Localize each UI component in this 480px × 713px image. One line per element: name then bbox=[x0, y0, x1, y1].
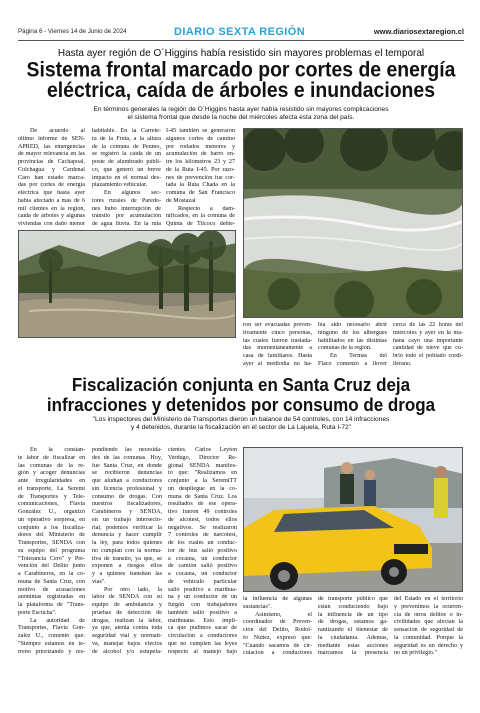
column-text-line: bía sido necesario abrir bbox=[318, 322, 387, 328]
column-text-line: tivo fueron 49 controles bbox=[168, 509, 237, 515]
column-text-line: sustancias". bbox=[243, 603, 272, 610]
column-text-line: na y un conductor de un bbox=[168, 594, 237, 601]
column-text-line: das momentáneamente a bbox=[243, 345, 312, 352]
column-text-line: ra de la Fruta, a la altura bbox=[92, 135, 161, 142]
column-text-line: tránsito por acumulación bbox=[92, 213, 161, 220]
column-text-line: la plataforma de "Trans- bbox=[18, 602, 85, 608]
column-text-line: mediante estas acciones bbox=[318, 642, 388, 649]
column-text-line: "Siempre estamos en te- bbox=[18, 640, 85, 647]
photo-roadside-inspection bbox=[243, 447, 463, 592]
page-header bbox=[18, 27, 464, 39]
column-text-line: Colchagua y Cardenal bbox=[18, 166, 85, 173]
column-text-line: la ciudadanía. Además, bbox=[318, 634, 388, 641]
article1-headline-line2: eléctrica, caída de árboles e inundaciones bbox=[47, 79, 435, 104]
article2-headline-line2: infracciones y detenidos por consumo de droga bbox=[46, 395, 436, 416]
column-text-line: ya que, atenta contra toda bbox=[92, 625, 162, 632]
article1-headline bbox=[18, 60, 464, 102]
column-text-line: de la comuna de Peumo, bbox=[92, 143, 161, 150]
column-text-line: de camión salió positivo bbox=[168, 563, 237, 570]
column-text-line: a cocaína, un conductor bbox=[168, 555, 237, 562]
column-text-line: Respecto a dam- bbox=[178, 205, 235, 212]
column-text-line: las comunas de la re- bbox=[18, 462, 85, 469]
column-text-line: cientes. Carlos Leyton bbox=[168, 447, 237, 453]
photo-flooded-road bbox=[18, 230, 236, 338]
column-text-line: se registró la caída de un bbox=[92, 151, 161, 158]
column-text-line: último informe de SEN- bbox=[18, 135, 85, 142]
column-text-line: denuncia y hacer cumplir bbox=[92, 532, 162, 539]
column-text-line: a cocaína, un conductor bbox=[168, 571, 237, 577]
column-text-line: su equipo del programa bbox=[18, 547, 85, 554]
column-text-line: nes hubo interrupción de bbox=[92, 205, 161, 212]
column-text-line: de transporte público que bbox=[318, 596, 388, 602]
column-text-line: des de las comunas. Hoy, bbox=[92, 454, 162, 461]
column-text-line: rial, podemos verificar la bbox=[92, 524, 162, 531]
column-text-line: Por otro lado, la bbox=[104, 586, 162, 593]
column-text-line: ninguno de los albergues bbox=[318, 329, 387, 336]
column-text-line: vención del Delito junto bbox=[18, 563, 85, 570]
column-text-line: tores rurales de Paredo- bbox=[92, 197, 161, 204]
column-text-line: de agua lluvia. En la ruta bbox=[92, 221, 161, 227]
column-text-line: Carabineros y SENDA, bbox=[92, 509, 162, 515]
column-text-line: caída de árboles y algunas bbox=[18, 213, 85, 220]
column-text-line: dores del Ministerio de bbox=[18, 532, 85, 539]
article2-headline bbox=[18, 375, 464, 415]
column-text-line: habitable. En la Carrete- bbox=[92, 128, 161, 134]
column-text-line: 7 controles de narcotest, bbox=[168, 532, 237, 539]
column-text-line: plazamiento vehicular. bbox=[92, 182, 148, 189]
column-text-line: sensación de seguridad de bbox=[394, 627, 463, 633]
column-text-line: En algunos sec- bbox=[104, 190, 161, 196]
column-text-line: salió positivo a marihua- bbox=[168, 586, 237, 593]
column-text-line: marihuana. Esto impli- bbox=[168, 617, 237, 624]
column-text-line: provincias de Cachapoal, bbox=[18, 159, 85, 165]
column-text-line: de vehículo particular bbox=[168, 578, 237, 585]
column-text-line: algunos cortes de camino bbox=[166, 135, 235, 142]
article1-deck-line2: el sistema frontal que desde la noche del miércoles afecta esta zona del país. bbox=[127, 114, 355, 122]
column-text-line: En Termas del bbox=[330, 353, 387, 359]
column-text-line: ante irregularidades en bbox=[18, 478, 85, 484]
column-text-line: González U., organizó bbox=[18, 509, 85, 515]
article2-column-4 bbox=[243, 596, 312, 658]
article1-column-3 bbox=[166, 128, 235, 229]
column-text-line: civilidades que afectan la bbox=[394, 619, 463, 626]
column-text-line: coordinador de Preven- bbox=[243, 619, 312, 626]
column-text-line: vías". bbox=[92, 578, 106, 585]
column-text-line: tó que: "Realizamos en bbox=[168, 470, 237, 477]
column-text-line: que aludían a conductores bbox=[92, 478, 162, 484]
photo-river-overflow-image bbox=[244, 129, 463, 318]
column-text-line: anónimas registradas en bbox=[18, 594, 85, 601]
column-text-line: muna de Santa Cruz, con bbox=[18, 578, 85, 585]
column-text-line: negativos. Se realizaron bbox=[168, 524, 237, 531]
column-text-line: no cumplan con la norma- bbox=[92, 547, 162, 554]
column-text-line: muna de Santa Cruz. Los bbox=[168, 493, 237, 500]
column-text-line: Transportes, SENDA con bbox=[18, 540, 85, 546]
column-text-line: drogas, realizan la labor, bbox=[92, 617, 162, 624]
column-text-line: te labor de fiscalizar en bbox=[18, 454, 85, 461]
column-text-line: y a quienes transitan las bbox=[92, 571, 162, 577]
column-text-line: habilitados en las distintas bbox=[318, 337, 387, 344]
article2-deck-line1: "Los inspectores del Ministerio de Transportes dieron un balance de 54 controles, con 14 infracciones bbox=[92, 416, 390, 423]
column-text-line: en un trabajo intersecto- bbox=[92, 516, 162, 523]
column-text-line: de alcohol y/o estupefa- bbox=[92, 648, 162, 655]
column-text-line: De acuerdo al bbox=[30, 128, 85, 134]
column-text-line: miércoles y ayer en la ma- bbox=[393, 329, 463, 336]
column-text-line: Quinta de Tilcoco debie- bbox=[166, 221, 235, 227]
column-text-line: comunas de la región. bbox=[318, 345, 372, 352]
column-text-line: están conduciendo bajo bbox=[318, 603, 388, 610]
column-text-line: "Cuando sacamos de cir- bbox=[243, 642, 312, 649]
column-text-line: co, que generó un breve bbox=[92, 166, 161, 173]
column-text-line: La autoridad de bbox=[30, 617, 85, 624]
column-text-line: acumulación de barro en- bbox=[166, 151, 235, 158]
article1-column-2 bbox=[92, 128, 161, 229]
column-text-line: brió todo el poblado cordi- bbox=[393, 353, 463, 359]
column-text-line: la comunidad. Porque la bbox=[394, 634, 463, 641]
column-text-line: culación a conductores bbox=[243, 650, 312, 657]
column-text-line: Asimismo, el bbox=[255, 611, 312, 618]
column-text-line: motivo de acusaciones bbox=[18, 586, 85, 593]
column-text-line: llerano. bbox=[393, 360, 412, 367]
article1-column-4 bbox=[243, 322, 312, 369]
column-text-line: tivamente cinco personas, bbox=[243, 329, 312, 336]
column-text-line: cia de otros delitos o in- bbox=[394, 611, 463, 618]
column-text-line: comunicaciones, Flavia bbox=[18, 501, 85, 508]
article2-deck-line2: y 4 detenidos, durante la fiscalización en el sector de La Lajuela, Ruta I-72" bbox=[130, 424, 352, 432]
column-text-line: marcamos la presencia bbox=[318, 650, 388, 657]
column-text-line: tre los kilómetros 23 y 27 bbox=[166, 159, 235, 165]
column-text-line: un despliegue en la co- bbox=[168, 485, 237, 492]
article2-headline-line1: Fiscalización conjunta en Santa Cruz deja bbox=[71, 374, 411, 395]
article1-kicker: Hasta ayer región de O´Higgins había resistido sin mayores problemas el temporal bbox=[57, 48, 425, 59]
column-text-line: se recibieron denuncias bbox=[92, 470, 162, 477]
article1-headline-line1: Sistema frontal marcado por cortes de energía bbox=[26, 58, 456, 83]
column-text-line: Flaco comenzó a llover bbox=[318, 360, 387, 367]
column-text-line: nuestros fiscalizadores, bbox=[92, 501, 162, 508]
column-text-line: de la Ruta I-45. Por razo- bbox=[166, 166, 235, 173]
column-text-line: que no cumplen las leyes bbox=[168, 640, 237, 647]
column-text-line: nes de prevención fue cor- bbox=[166, 174, 235, 181]
column-text-line: Verdugo, Director Re- bbox=[168, 454, 237, 461]
article2-column-2 bbox=[92, 447, 162, 656]
article2-column-5 bbox=[318, 596, 388, 658]
column-text-line: por rodados menores y bbox=[166, 143, 235, 150]
column-text-line: tiva de tránsito, ya que, se bbox=[92, 555, 162, 562]
article2-column-1 bbox=[18, 447, 85, 656]
column-text-line: poste de alumbrado públi- bbox=[92, 159, 161, 165]
column-text-line: viviendas con daño menor bbox=[18, 221, 85, 227]
column-text-line: ayer al mediodía no ha- bbox=[243, 360, 312, 367]
column-text-line: labor de SENDA con su bbox=[92, 594, 162, 601]
column-text-line: a Carabineros, en la co- bbox=[18, 571, 85, 577]
column-text-line: mil clientes en la región, bbox=[18, 205, 85, 212]
column-text-line: porte Escucha". bbox=[18, 609, 57, 616]
column-text-line: En la constan- bbox=[30, 447, 85, 453]
newspaper-brand: DIARIO SEXTA REGIÓN bbox=[174, 26, 306, 38]
column-text-line: y prevenimos la ocurren- bbox=[394, 603, 463, 610]
column-text-line: gional SENDA manifes- bbox=[168, 462, 237, 469]
column-text-line: tada la Ruta Chada en la bbox=[166, 182, 235, 189]
column-text-line: ñana cayó una importante bbox=[393, 337, 463, 344]
column-text-line: cantidad de nieve que cu- bbox=[393, 345, 463, 352]
column-text-line: conjunto a los fiscaliza- bbox=[18, 524, 85, 531]
column-text-line: I-45 también se generaron bbox=[166, 128, 235, 134]
column-text-line: resultados de ese opera- bbox=[168, 501, 237, 508]
column-text-line: la ley, para todos quienes bbox=[92, 540, 162, 546]
column-text-line: cerca de las 22 horas del bbox=[393, 322, 463, 328]
column-text-line: das por cortes de energía bbox=[18, 182, 85, 189]
column-text-line: fue Santa Cruz, en donde bbox=[92, 462, 162, 469]
column-text-line: ron ser evacuadas preven- bbox=[243, 322, 312, 328]
column-text-line: zález U., comentó que: bbox=[18, 633, 85, 639]
page-number-date: Página 6 - Viernes 14 de Junio de 2024 bbox=[18, 28, 127, 35]
column-text-line: pruebas de detección de bbox=[92, 609, 162, 616]
column-text-line: fo Núñez, expresó que: bbox=[243, 634, 312, 641]
column-text-line: de Mostazal bbox=[166, 197, 196, 204]
column-text-line: el transporte, La Seremi bbox=[18, 485, 85, 492]
column-text-line: ca que pudimos sacar de bbox=[168, 625, 237, 632]
column-text-line: casa de familiares. Hasta bbox=[243, 353, 312, 359]
column-text-line: Transportes, Flavia Gon- bbox=[18, 625, 85, 632]
column-text-line: seguridad es un derecho y bbox=[394, 642, 463, 649]
column-text-line: Caro han estado marca- bbox=[18, 174, 85, 181]
column-text-line: ción del Delito, Rodol- bbox=[243, 627, 312, 633]
article1-deck bbox=[60, 106, 422, 122]
newspaper-url[interactable]: www.diariosextaregion.cl bbox=[373, 27, 464, 36]
column-text-line: furgón con trabajadores bbox=[168, 602, 237, 608]
article2-deck bbox=[56, 416, 426, 432]
column-text-line: APRED, las emergencias bbox=[18, 143, 85, 150]
column-text-line: había afectado a más de 6 bbox=[18, 197, 85, 204]
article1-column-5 bbox=[318, 322, 387, 369]
column-text-line: nificados, en la comuna de bbox=[166, 213, 235, 220]
article1-column-6 bbox=[393, 322, 463, 369]
photo-river-overflow bbox=[243, 128, 463, 318]
column-text-line: no un privilegio." bbox=[394, 650, 437, 657]
column-text-line: de los cuales un conduc- bbox=[168, 540, 237, 546]
column-text-line: consumo de drogas. Con bbox=[92, 493, 162, 500]
column-text-line: circulación a conductores bbox=[168, 633, 237, 639]
column-text-line: las cuales fueron traslada- bbox=[243, 337, 312, 344]
column-text-line: de Transportes y Tele- bbox=[18, 493, 85, 500]
column-text-line: va, manejar bajos efectos bbox=[92, 640, 162, 647]
column-text-line: pondiendo las necesida- bbox=[92, 447, 162, 453]
column-text-line: del Estado en el territorio bbox=[394, 596, 463, 602]
column-text-line: impacto en el normal des- bbox=[92, 174, 161, 181]
column-text-line: rreno priorizando y res- bbox=[18, 648, 85, 655]
header-divider bbox=[18, 40, 464, 41]
column-text-line: de mayor relevancia en las bbox=[18, 151, 85, 158]
column-text-line: respecto al manejo bajo bbox=[168, 648, 237, 655]
column-text-line: comuna de San Francisco bbox=[166, 190, 235, 196]
column-text-line: rantizando el bienestar de bbox=[318, 627, 388, 633]
article1-deck-line1: En términos generales la región de O´Higgins hasta ayer había resistido sin mayores complicaciones bbox=[93, 106, 389, 113]
article2-column-6 bbox=[394, 596, 463, 658]
column-text-line: también salió positivo a bbox=[168, 609, 237, 616]
column-text-line: "Tolerancia Cero" y Pre- bbox=[18, 555, 85, 562]
column-text-line: gión y acoger denuncias bbox=[18, 470, 85, 477]
column-text-line: sin licencia profesional y bbox=[92, 485, 162, 492]
article1-column-1 bbox=[18, 128, 85, 229]
column-text-line: conjunto a la SeremiTT bbox=[168, 478, 237, 484]
column-text-line: de alcotest, todos ellos bbox=[168, 516, 237, 523]
column-text-line: eléctrica que hasta ayer bbox=[18, 190, 85, 196]
column-text-line: tor de bus salió positivo bbox=[168, 547, 237, 554]
article2-column-3 bbox=[168, 447, 237, 656]
column-text-line: un operativo sorpresa, en bbox=[18, 516, 85, 523]
column-text-line: equipo de ambulancia y bbox=[92, 602, 162, 608]
column-text-line: seguridad vial y normati- bbox=[92, 633, 162, 639]
photo-flooded-road-image bbox=[19, 231, 236, 338]
column-text-line: la influencia de un tipo bbox=[318, 611, 388, 618]
column-text-line: de drogas, estamos ga- bbox=[318, 619, 388, 626]
photo-roadside-inspection-image bbox=[244, 448, 463, 592]
column-text-line: exponen a riesgos ellos bbox=[92, 563, 162, 570]
column-text-line: la influencia de algunas bbox=[243, 596, 312, 602]
